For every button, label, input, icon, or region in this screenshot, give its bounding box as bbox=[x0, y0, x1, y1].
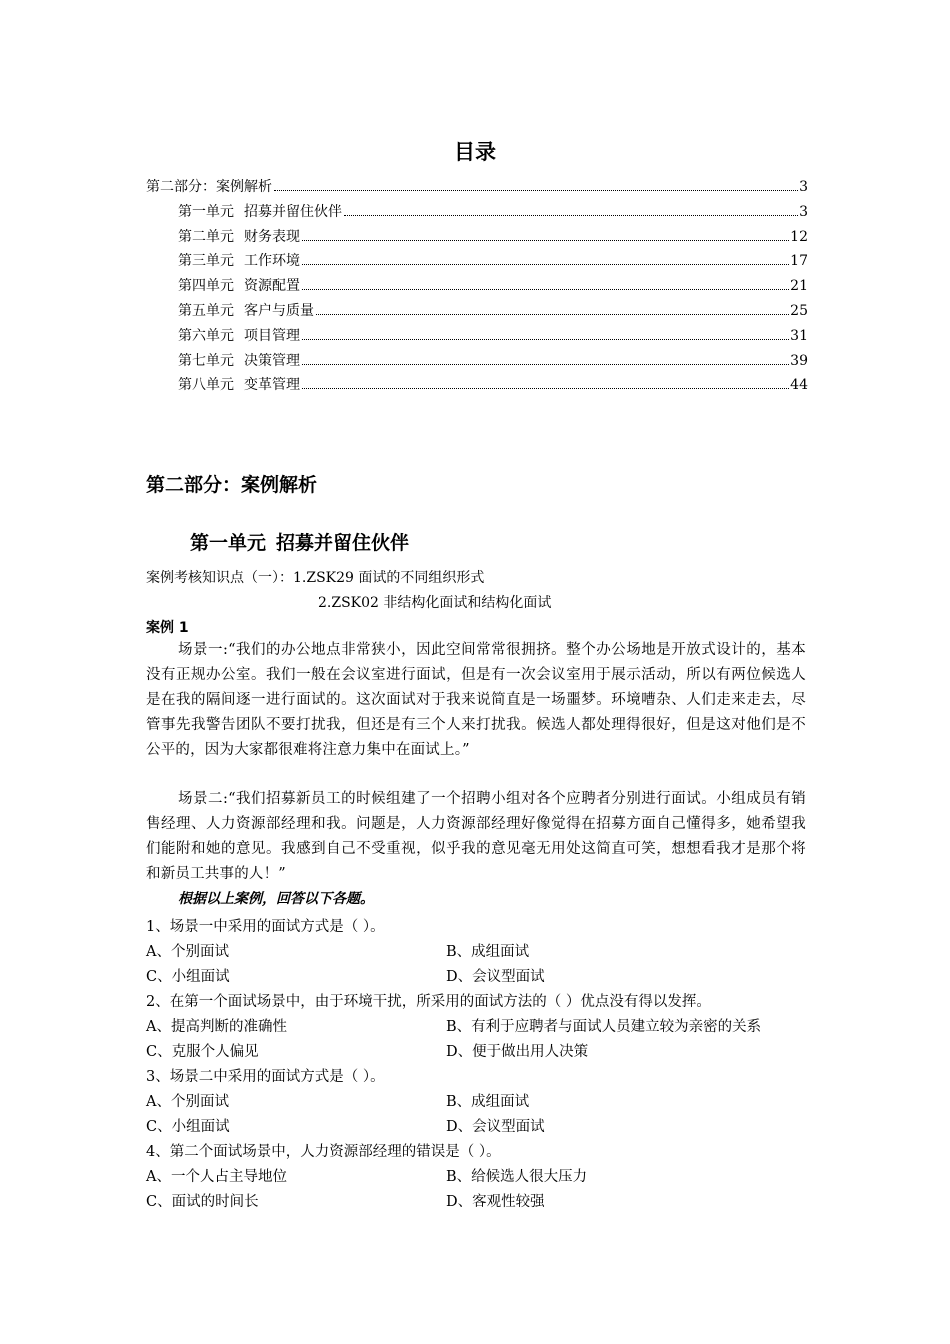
toc-entry-name: 工作环境 bbox=[244, 253, 300, 270]
toc-entry-unit5[interactable] bbox=[146, 300, 808, 325]
toc-entry-name: 招募并留住伙伴 bbox=[244, 203, 342, 220]
toc-entry-page: 25 bbox=[790, 302, 808, 319]
table-of-contents bbox=[146, 176, 808, 399]
unit-heading bbox=[190, 528, 409, 555]
q4-option-b: B、给候选人很大压力 bbox=[446, 1169, 588, 1185]
toc-entry-name: 项目管理 bbox=[244, 327, 300, 344]
toc-entry-page: 31 bbox=[790, 327, 808, 344]
part-heading: 第二部分：案例解析 bbox=[146, 474, 318, 496]
knowledge-point-line-2: 2.ZSK02 非结构化面试和结构化面试 bbox=[318, 595, 552, 611]
toc-entry-unit: 第八单元 bbox=[178, 377, 234, 394]
toc-entry-unit8[interactable] bbox=[146, 374, 808, 399]
toc-entry-page: 21 bbox=[790, 278, 808, 295]
toc-entry-page: 44 bbox=[790, 377, 808, 394]
toc-entry-unit: 第七单元 bbox=[178, 352, 234, 369]
toc-entry-unit3[interactable] bbox=[146, 250, 808, 275]
toc-entry-name: 资源配置 bbox=[244, 278, 300, 295]
unit-number: 第一单元 bbox=[190, 532, 267, 554]
toc-entry-unit: 第四单元 bbox=[178, 278, 234, 295]
toc-leader-dots bbox=[302, 364, 789, 365]
toc-entry-page: 17 bbox=[790, 253, 808, 270]
q3-option-c: C、小组面试 bbox=[146, 1119, 230, 1135]
q3-option-a: A、个别面试 bbox=[146, 1094, 229, 1110]
toc-entry-unit: 第五单元 bbox=[178, 302, 234, 319]
q4-option-c: C、面试的时间长 bbox=[146, 1194, 259, 1210]
case-scene-2: 场景二:“我们招募新员工的时候组建了一个招聘小组对各个应聘者分别进行面试。小组成员有销售经理、人力资源部经理和我。问题是，人力资源部经理好像觉得在招募方面自己懂得多，她希望我们能附和她的意见。我感到自己不受重视，似乎我的意见毫无用处这简直可笑，想想看我才是那个将和新员工共事的人！” bbox=[146, 791, 806, 882]
knowledge-point-line-1: 案例考核知识点（一）：1.ZSK29 面试的不同组织形式 bbox=[146, 570, 485, 586]
q1-option-c: C、小组面试 bbox=[146, 969, 230, 985]
toc-entry-name: 决策管理 bbox=[244, 352, 300, 369]
toc-entry-page: 39 bbox=[790, 352, 808, 369]
toc-entry-label: 第二部分：案例解析 bbox=[146, 179, 272, 195]
case-scene-1: 场景一:“我们的办公地点非常狭小，因此空间常常很拥挤。整个办公场地是开放式设计的，基本没有正规办公室。我们一般在会议室进行面试，但是有一次会议室用于展示活动，所以有两位候选人是在我的隔间逐一进行面试的。这次面试对于我来说简直是一场噩梦。环境嘈杂、人们走来走去，尽管事先我警告团队不要打扰我，但还是有三个人来打扰我。候选人都处理得很好，但是这对他们是不公平的，因为大家都很难将注意力集中在面试上。” bbox=[146, 642, 806, 758]
q2-option-c: C、克服个人偏见 bbox=[146, 1044, 259, 1060]
toc-leader-dots bbox=[316, 314, 789, 315]
q1-option-a: A、个别面试 bbox=[146, 944, 229, 960]
q2-option-a: A、提高判断的准确性 bbox=[146, 1019, 287, 1035]
toc-entry-unit4[interactable] bbox=[146, 275, 808, 300]
q1-option-b: B、成组面试 bbox=[446, 944, 530, 960]
toc-entry-unit6[interactable] bbox=[146, 325, 808, 350]
q2-option-d: D、便于做出用人决策 bbox=[446, 1044, 589, 1060]
toc-entry-part2[interactable] bbox=[146, 176, 808, 201]
question-3: 3、场景二中采用的面试方式是（ ）。 bbox=[146, 1069, 385, 1085]
toc-title: 目录 bbox=[454, 140, 496, 164]
toc-leader-dots bbox=[302, 388, 789, 389]
q3-option-b: B、成组面试 bbox=[446, 1094, 530, 1110]
toc-leader-dots bbox=[274, 190, 798, 191]
q3-option-d: D、会议型面试 bbox=[446, 1119, 545, 1135]
toc-leader-dots bbox=[344, 215, 798, 216]
toc-leader-dots bbox=[302, 289, 789, 290]
toc-leader-dots bbox=[302, 240, 789, 241]
q4-option-d: D、客观性较强 bbox=[446, 1194, 545, 1210]
toc-entry-unit: 第六单元 bbox=[178, 327, 234, 344]
toc-entry-unit2[interactable] bbox=[146, 226, 808, 251]
toc-leader-dots bbox=[302, 339, 789, 340]
q4-option-a: A、一个人占主导地位 bbox=[146, 1169, 287, 1185]
toc-entry-page: 3 bbox=[799, 179, 808, 195]
toc-entry-unit7[interactable] bbox=[146, 350, 808, 375]
toc-entry-page: 12 bbox=[790, 228, 808, 245]
toc-entry-name: 财务表现 bbox=[244, 228, 300, 245]
question-4: 4、第二个面试场景中，人力资源部经理的错误是（ ）。 bbox=[146, 1144, 501, 1160]
toc-leader-dots bbox=[302, 264, 789, 265]
toc-entry-unit1[interactable] bbox=[146, 201, 808, 226]
toc-entry-name: 客户与质量 bbox=[244, 302, 314, 319]
toc-entry-name: 变革管理 bbox=[244, 377, 300, 394]
question-2: 2、在第一个面试场景中，由于环境干扰，所采用的面试方法的（ ）优点没有得以发挥。 bbox=[146, 994, 711, 1010]
unit-name: 招募并留住伙伴 bbox=[276, 532, 410, 554]
toc-entry-unit: 第二单元 bbox=[178, 228, 234, 245]
case-label: 案例 1 bbox=[146, 620, 189, 636]
question-1: 1、场景一中采用的面试方式是（ ）。 bbox=[146, 919, 385, 935]
q1-option-d: D、会议型面试 bbox=[446, 969, 545, 985]
toc-entry-page: 3 bbox=[799, 203, 808, 220]
question-instruction: 根据以上案例，回答以下各题。 bbox=[178, 891, 374, 907]
q2-option-b: B、有利于应聘者与面试人员建立较为亲密的关系 bbox=[446, 1019, 762, 1035]
toc-entry-unit: 第三单元 bbox=[178, 253, 234, 270]
toc-entry-unit: 第一单元 bbox=[178, 203, 234, 220]
